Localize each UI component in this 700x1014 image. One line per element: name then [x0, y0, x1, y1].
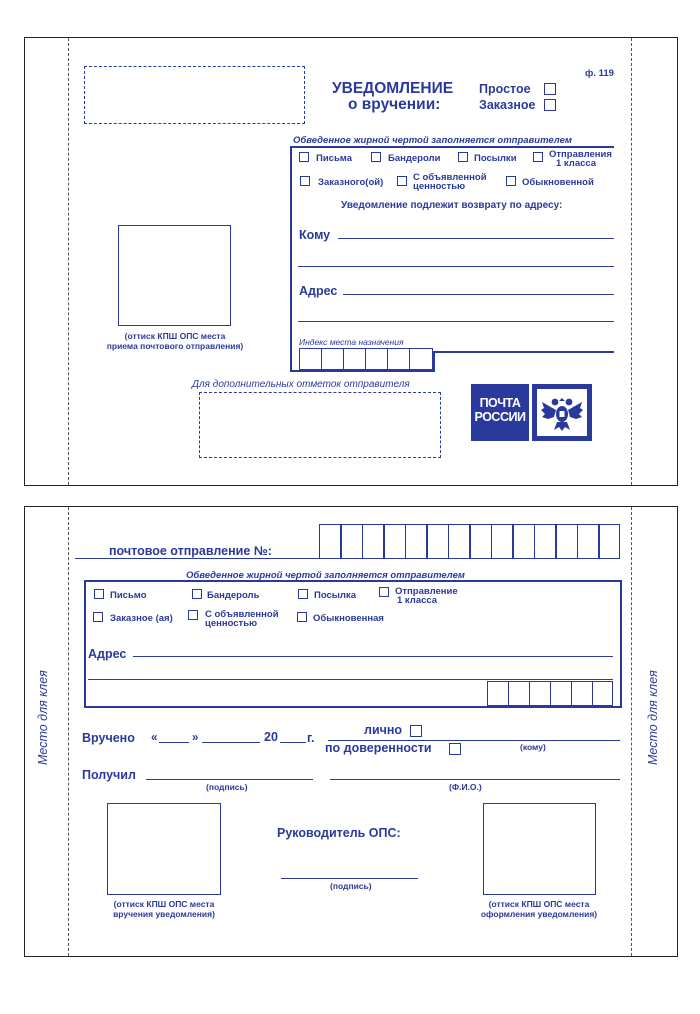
notice-stamp-box	[483, 803, 596, 895]
index-cell-5[interactable]	[387, 348, 410, 370]
shipment-cell[interactable]	[599, 524, 621, 559]
by-proxy-label: по доверенности	[325, 741, 432, 755]
address-line-bottom-2	[88, 679, 613, 680]
fio-caption: (Ф.И.О.)	[449, 782, 482, 792]
to-whom-caption: (кому)	[520, 742, 546, 752]
first-class-bottom-label-1: Отправление	[395, 586, 458, 597]
received-label: Получил	[82, 768, 136, 782]
registered-kind-label: Заказного(ой)	[318, 177, 384, 188]
delivered-label: Вручено	[82, 731, 135, 745]
shipment-number-cells	[319, 524, 620, 559]
bottom-index-cell[interactable]	[487, 681, 509, 706]
ordinary-bottom-checkbox[interactable]	[297, 612, 307, 622]
form-title-line2: о вручении:	[348, 96, 441, 113]
shipment-cell[interactable]	[513, 524, 535, 559]
extra-marks-box	[199, 392, 441, 458]
acceptance-stamp-caption-2: приема почтового отправления)	[106, 341, 244, 351]
top-bold-frame-top	[290, 146, 614, 148]
registered-label: Заказное	[479, 98, 536, 112]
month-line	[202, 742, 260, 743]
glue-place-right: Место для клея	[646, 670, 660, 765]
bottom-index-cell[interactable]	[550, 681, 572, 706]
address-label-bottom: Адрес	[88, 647, 127, 661]
ordinary-bottom-label: Обыкновенная	[313, 613, 384, 624]
notice-stamp-caption-1: (оттиск КПШ ОПС места	[488, 899, 590, 909]
shipment-cell[interactable]	[577, 524, 599, 559]
shipment-number-baseline	[75, 558, 320, 559]
declared-value-bottom-label-1: С объявленной	[205, 609, 279, 620]
letter-checkbox[interactable]	[94, 589, 104, 599]
index-cell-4[interactable]	[365, 348, 388, 370]
declared-value-checkbox[interactable]	[397, 176, 407, 186]
index-cell-2[interactable]	[321, 348, 344, 370]
bottom-index-cell[interactable]	[508, 681, 530, 706]
delivery-stamp-box	[107, 803, 221, 895]
declared-value-label-1: С объявленной	[413, 172, 487, 183]
acceptance-stamp-caption-1: (оттиск КПШ ОПС места	[124, 331, 226, 341]
shipment-cell[interactable]	[362, 524, 384, 559]
delivery-stamp-caption-2: вручения уведомления)	[113, 909, 215, 919]
parcels-small-checkbox[interactable]	[371, 152, 381, 162]
letters-checkbox[interactable]	[299, 152, 309, 162]
registered-checkbox[interactable]	[544, 99, 556, 111]
year-prefix: 20	[264, 730, 278, 744]
bold-outline-note-top: Обведенное жирной чертой заполняется отправителем	[293, 135, 572, 146]
shipment-cell[interactable]	[427, 524, 449, 559]
shipment-number-label: почтовое отправление №:	[109, 544, 272, 558]
declared-value-bottom-checkbox[interactable]	[188, 610, 198, 620]
shipment-cell[interactable]	[470, 524, 492, 559]
shipment-cell[interactable]	[448, 524, 470, 559]
extra-marks-label: Для дополнительных отметок отправителя	[192, 379, 410, 390]
received-signature-caption: (подпись)	[206, 782, 248, 792]
letter-label: Письмо	[110, 590, 147, 601]
simple-checkbox[interactable]	[544, 83, 556, 95]
first-class-checkbox[interactable]	[533, 152, 543, 162]
parcels-label: Посылки	[474, 153, 517, 164]
address-line-top	[343, 294, 614, 295]
bottom-right-fold	[631, 507, 632, 956]
simple-label: Простое	[479, 82, 531, 96]
small-parcel-label: Бандероль	[207, 590, 260, 601]
parcel-checkbox[interactable]	[298, 589, 308, 599]
top-bold-frame-bottom-left	[290, 370, 435, 372]
ordinary-checkbox[interactable]	[506, 176, 516, 186]
address-line-bottom	[133, 656, 613, 657]
index-cell-3[interactable]	[343, 348, 366, 370]
declared-value-bottom-label-2: ценностью	[205, 618, 258, 629]
shipment-cell[interactable]	[405, 524, 427, 559]
registered-kind-checkbox[interactable]	[300, 176, 310, 186]
post-office-head-label: Руководитель ОПС:	[277, 826, 401, 840]
received-signature-line	[146, 779, 313, 780]
head-signature-line	[281, 878, 418, 879]
top-bold-frame-step	[433, 351, 435, 370]
russian-post-logo	[471, 384, 529, 441]
shipment-cell[interactable]	[556, 524, 578, 559]
parcels-checkbox[interactable]	[458, 152, 468, 162]
index-label: Индекс места назначения	[299, 337, 404, 347]
shipment-cell[interactable]	[341, 524, 363, 559]
registered-bottom-checkbox[interactable]	[93, 612, 103, 622]
bold-outline-note-bottom: Обведенное жирной чертой заполняется отправителем	[186, 570, 465, 581]
fio-line	[330, 779, 620, 780]
parcel-label: Посылка	[314, 590, 356, 601]
address-label-top: Адрес	[299, 284, 338, 298]
index-cell-6[interactable]	[409, 348, 433, 370]
letters-label: Письма	[316, 153, 352, 164]
bottom-index-cell[interactable]	[571, 681, 593, 706]
first-class-label-1: Отправления	[549, 149, 612, 160]
day-quote-close: »	[192, 732, 199, 744]
to-label: Кому	[299, 228, 331, 242]
first-class-bottom-checkbox[interactable]	[379, 587, 389, 597]
shipment-cell[interactable]	[384, 524, 406, 559]
form-title-line1: УВЕДОМЛЕНИЕ	[332, 80, 454, 97]
day-line	[159, 742, 189, 743]
head-signature-caption: (подпись)	[330, 881, 372, 891]
top-right-fold	[631, 38, 632, 485]
address-line-top-2	[298, 321, 614, 322]
top-bold-frame-left	[290, 146, 292, 370]
year-line	[280, 742, 306, 743]
parcels-small-label: Бандероли	[388, 153, 441, 164]
first-class-bottom-label-2: 1 класса	[397, 595, 438, 606]
top-left-fold	[68, 38, 69, 485]
shipment-cell[interactable]	[491, 524, 513, 559]
ordinary-label: Обыкновенной	[522, 177, 594, 188]
to-line	[338, 238, 614, 239]
year-suffix: г.	[307, 731, 315, 745]
top-bold-frame-bottom	[433, 351, 614, 353]
bottom-index-cells	[487, 681, 613, 706]
small-parcel-checkbox[interactable]	[192, 589, 202, 599]
bottom-index-cell[interactable]	[529, 681, 551, 706]
return-address-note: Уведомление подлежит возврату по адресу:	[341, 200, 563, 211]
personally-label: лично	[364, 723, 403, 737]
by-proxy-checkbox[interactable]	[449, 743, 461, 755]
registered-bottom-label: Заказное (ая)	[110, 613, 173, 624]
double-headed-eagle-icon	[532, 384, 592, 441]
form-number: ф. 119	[585, 68, 614, 79]
russian-post-emblem	[532, 384, 592, 441]
logo-text-1: ПОЧТА	[479, 396, 521, 410]
personally-checkbox[interactable]	[410, 725, 422, 737]
first-class-label-2: 1 класса	[556, 158, 597, 169]
delivery-stamp-caption-1: (оттиск КПШ ОПС места	[113, 899, 215, 909]
day-quote-open: «	[151, 732, 158, 744]
shipment-cell[interactable]	[319, 524, 341, 559]
sender-address-window	[84, 66, 305, 124]
bottom-index-cell[interactable]	[592, 681, 613, 706]
logo-text-2: РОССИИ	[474, 410, 526, 424]
glue-place-left: Место для клея	[36, 670, 50, 765]
bottom-left-fold	[68, 507, 69, 956]
declared-value-label-2: ценностью	[413, 181, 466, 192]
notice-stamp-caption-2: оформления уведомления)	[480, 909, 598, 919]
to-line-2	[298, 266, 614, 267]
index-cell-1[interactable]	[299, 348, 322, 370]
acceptance-stamp-box	[118, 225, 231, 326]
shipment-cell[interactable]	[534, 524, 556, 559]
